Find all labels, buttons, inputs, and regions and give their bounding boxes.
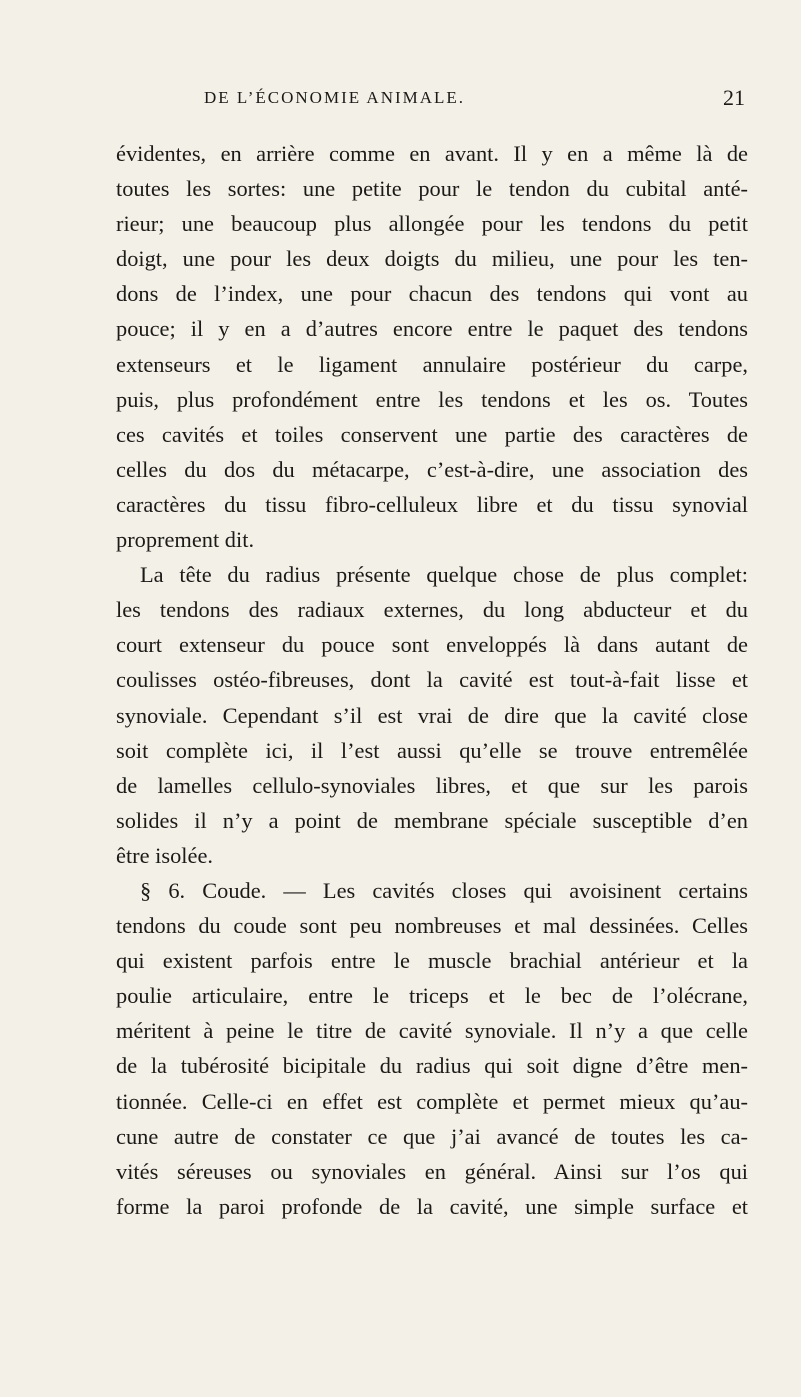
text-line: dons de l’index, une pour chacun des tendons qui vont au <box>116 281 748 307</box>
running-head <box>140 85 745 114</box>
text-line: tendons du coude sont peu nombreuses et mal dessinées. Celles <box>116 913 748 939</box>
text-line: synoviale. Cependant s’il est vrai de dire que la cavité close <box>116 702 748 728</box>
text-line: tionnée. Celle-ci en effet est complète et permet mieux qu’au- <box>116 1088 748 1114</box>
text-line: La tête du radius présente quelque chose de plus complet: <box>140 562 748 588</box>
text-line: rieur; une beaucoup plus allongée pour les tendons du petit <box>116 211 748 237</box>
text-line: cune autre de constater ce que j’ai avancé de toutes les ca- <box>116 1123 748 1149</box>
running-title: DE L’ÉCONOMIE ANIMALE. <box>204 88 466 107</box>
text-line: extenseurs et le ligament annulaire postérieur du carpe, <box>116 351 748 377</box>
text-line: être isolée. <box>116 842 213 868</box>
text-line: pouce; il y en a d’autres encore entre le paquet des tendons <box>116 316 748 342</box>
text-line: doigt, une pour les deux doigts du milieu, une pour les ten- <box>116 246 748 272</box>
section-heading-line: § 6. Coude. — Les cavités closes qui avoisinent certains <box>140 877 748 903</box>
text-line: soit complète ici, il l’est aussi qu’elle se trouve entremêlée <box>116 737 748 763</box>
text-line: celles du dos du métacarpe, c’est-à-dire, une association des <box>116 456 748 482</box>
text-line: forme la paroi profonde de la cavité, une simple surface et <box>116 1193 748 1219</box>
text-line: coulisses ostéo-fibreuses, dont la cavité est tout-à-fait lisse et <box>116 667 748 693</box>
text-line: de lamelles cellulo-synoviales libres, et que sur les parois <box>116 772 748 798</box>
text-line: toutes les sortes: une petite pour le tendon du cubital anté- <box>116 176 748 202</box>
text-line: poulie articulaire, entre le triceps et le bec de l’olécrane, <box>116 983 748 1009</box>
text-line: les tendons des radiaux externes, du long abducteur et du <box>116 597 748 623</box>
text-line: vités séreuses ou synoviales en général. Ainsi sur l’os qui <box>116 1158 748 1184</box>
text-line: ces cavités et toiles conservent une partie des caractères de <box>116 421 748 447</box>
text-line: méritent à peine le titre de cavité synoviale. Il n’y a que celle <box>116 1018 748 1044</box>
text-line: de la tubérosité bicipitale du radius qui soit digne d’être men- <box>116 1053 748 1079</box>
text-line: caractères du tissu fibro-celluleux libre et du tissu synovial <box>116 491 748 517</box>
text-line: court extenseur du pouce sont enveloppés là dans autant de <box>116 632 748 658</box>
text-line: puis, plus profondément entre les tendons et les os. Toutes <box>116 386 748 412</box>
text-line: évidentes, en arrière comme en avant. Il y en a même là de <box>116 141 748 166</box>
body-text <box>116 136 748 1224</box>
page-number: 21 <box>723 85 745 110</box>
text-line: qui existent parfois entre le muscle brachial antérieur et la <box>116 948 748 974</box>
text-line: proprement dit. <box>116 527 255 553</box>
text-line: solides il n’y a point de membrane spéciale susceptible d’en <box>116 807 748 833</box>
